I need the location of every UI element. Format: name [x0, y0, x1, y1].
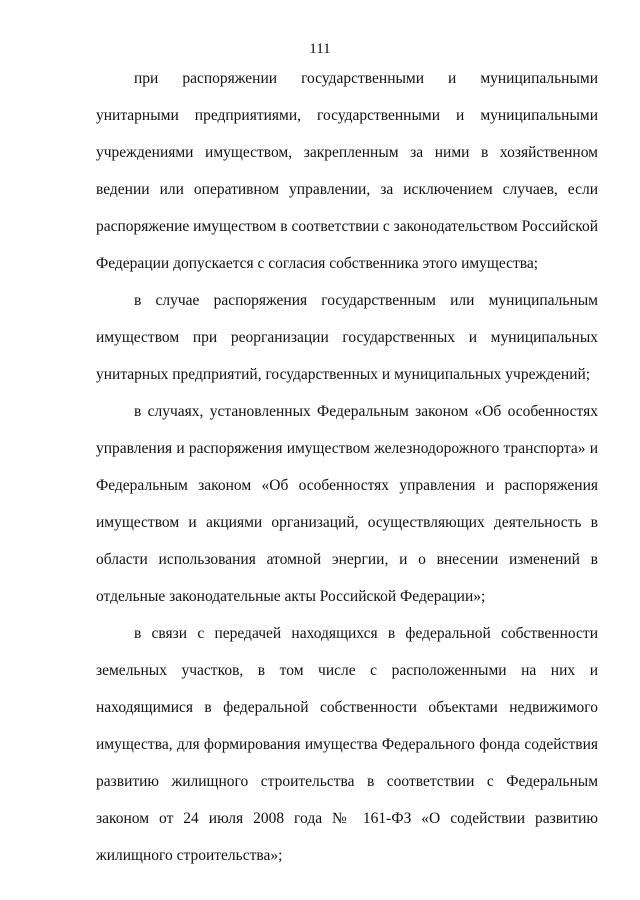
- page-number: 111: [309, 41, 331, 57]
- paragraph-1: при распоряжении государственными и муниципальными унитарными предприятиями, государственными и муниципальными учреждениями имуществом, закрепленным за ними в хозяйственном ведении или оперативном управлении, за исключением случаев, если распоряжение имуществом в соответствии с законодательством Российской Федерации допускается с согласия собственника этого имущества;: [96, 70, 598, 272]
- document-body: [96, 60, 598, 874]
- paragraph-3: в случаях, установленных Федеральным законом «Об особенностях управления и распоряжения имуществом железнодорожного транспорта» и Федеральным законом «Об особенностях управления и распоряжения имуществом и акциями организаций, осуществляющих деятельность в области использования атомной энергии, и о внесении изменений в отдельные законодательные акты Российской Федерации»;: [96, 403, 598, 605]
- paragraph-2: в случае распоряжения государственным или муниципальным имуществом при реорганизации государственных и муниципальных унитарных предприятий, государственных и муниципальных учреждений;: [96, 292, 598, 383]
- paragraph-4: в связи с передачей находящихся в федеральной собственности земельных участков, в том числе с расположенными на них и находящимися в федеральной собственности объектами недвижимого имущества, для формирования имущества Федерального фонда содействия развитию жилищного строительства в соответствии с Федеральным законом от 24 июля 2008 года № 161-ФЗ «О содействии развитию жилищного строительства»;: [96, 625, 598, 864]
